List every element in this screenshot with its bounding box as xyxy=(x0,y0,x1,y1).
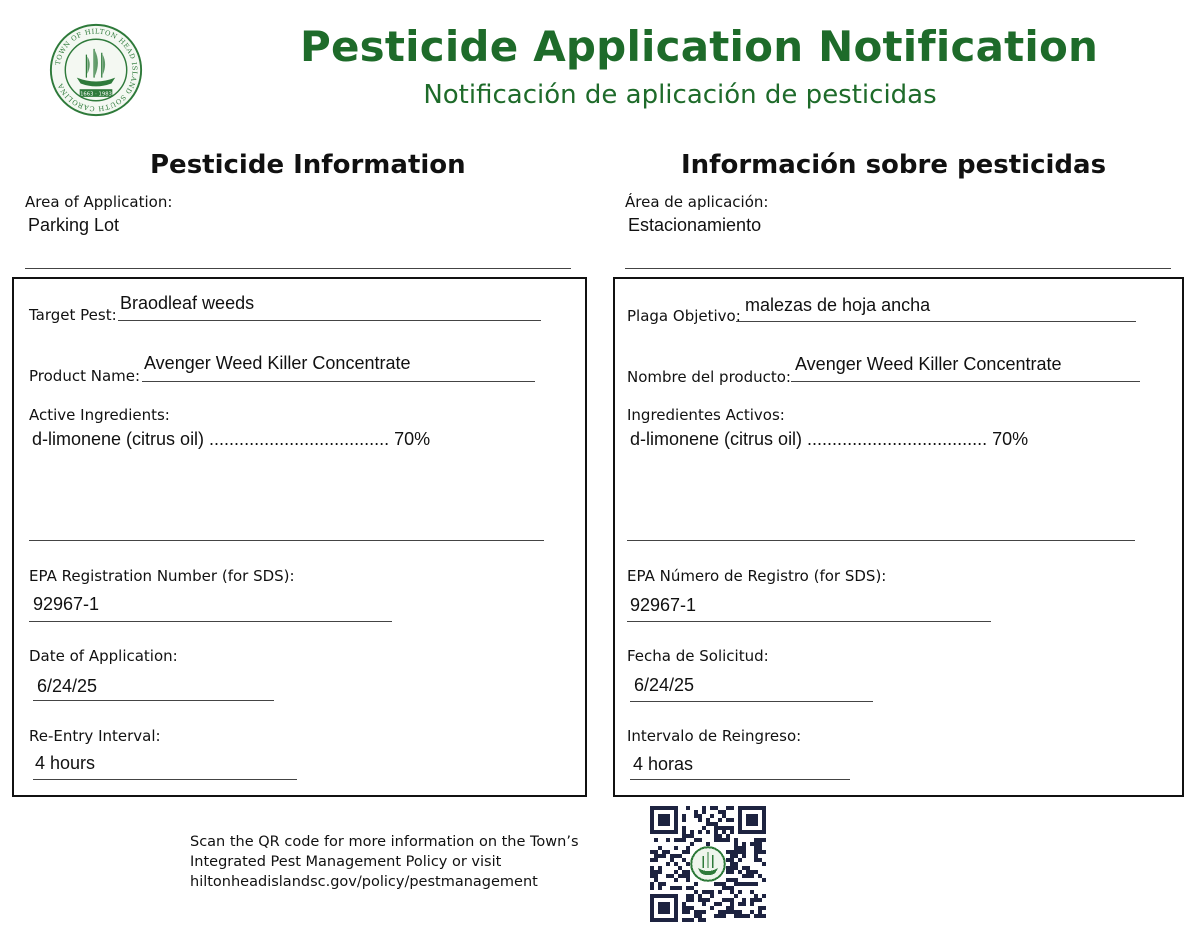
town-seal-logo xyxy=(48,22,144,118)
epa-label-en: EPA Registration Number (for SDS): xyxy=(29,567,295,585)
target-value-en: Braodleaf weeds xyxy=(120,293,255,313)
area-underline-es xyxy=(625,268,1171,269)
reentry-underline-es xyxy=(630,779,850,780)
target-value-es: malezas de hoja ancha xyxy=(745,295,931,315)
spanish-heading: Información sobre pesticidas xyxy=(681,150,1107,180)
footer-text xyxy=(190,832,610,892)
epa-value-es: 92967-1 xyxy=(630,595,697,615)
svg-text:TOWN OF HILTON HEAD ISLAND SOU: TOWN OF HILTON HEAD ISLAND SOUTH CAROLINA xyxy=(53,27,139,113)
svg-text:1663 · 1983: 1663 · 1983 xyxy=(80,91,112,98)
reentry-value-es: 4 horas xyxy=(633,754,694,774)
target-label-en: Target Pest: xyxy=(29,306,117,324)
product-value-en: Avenger Weed Killer Concentrate xyxy=(144,353,411,373)
area-underline-en xyxy=(25,268,571,269)
date-label-en: Date of Application: xyxy=(29,647,178,665)
footer-url[interactable]: hiltonheadislandsc.gov/policy/pestmanagement xyxy=(190,874,538,890)
reentry-value-en: 4 hours xyxy=(35,753,96,773)
target-label-es: Plaga Objetivo: xyxy=(627,307,741,325)
ingredients-value-en: d-limonene (citrus oil) .................................... 70% xyxy=(32,429,431,449)
date-label-es: Fecha de Solicitud: xyxy=(627,647,769,665)
product-underline-en xyxy=(142,381,535,382)
date-value-es: 6/24/25 xyxy=(634,675,695,695)
area-value-es: Estacionamiento xyxy=(628,215,762,235)
area-label-es: Área de aplicación: xyxy=(625,193,769,211)
ingredients-underline-en xyxy=(29,540,544,541)
date-underline-en xyxy=(33,700,274,701)
qr-code-icon[interactable] xyxy=(650,806,766,922)
ingredients-label-es: Ingredientes Activos: xyxy=(627,406,785,424)
target-underline-es xyxy=(736,321,1136,322)
epa-underline-es xyxy=(627,621,991,622)
product-underline-es xyxy=(791,381,1140,382)
ingredients-label-en: Active Ingredients: xyxy=(29,406,170,424)
area-value-en: Parking Lot xyxy=(28,215,120,235)
area-label-en: Area of Application: xyxy=(25,193,173,211)
reentry-label-es: Intervalo de Reingreso: xyxy=(627,727,802,745)
epa-value-en: 92967-1 xyxy=(33,594,100,614)
footer-line-2: Integrated Pest Management Policy or visit xyxy=(190,854,502,870)
page-title: Pesticide Application Notification xyxy=(300,22,1099,71)
ingredients-underline-es xyxy=(627,540,1135,541)
epa-label-es: EPA Número de Registro (for SDS): xyxy=(627,567,887,585)
target-underline-en xyxy=(118,320,541,321)
english-heading: Pesticide Information xyxy=(150,150,466,180)
date-value-en: 6/24/25 xyxy=(37,676,98,696)
ingredients-value-es: d-limonene (citrus oil) .................................... 70% xyxy=(630,429,1029,449)
footer-line-1: Scan the QR code for more information on the Town’s xyxy=(190,834,579,850)
product-label-es: Nombre del producto: xyxy=(627,368,791,386)
page-subtitle: Notificación de aplicación de pesticidas xyxy=(423,80,937,110)
date-underline-es xyxy=(630,701,873,702)
product-label-en: Product Name: xyxy=(29,367,141,385)
product-value-es: Avenger Weed Killer Concentrate xyxy=(795,354,1062,374)
epa-underline-en xyxy=(29,621,392,622)
reentry-label-en: Re-Entry Interval: xyxy=(29,727,161,745)
reentry-underline-en xyxy=(33,779,297,780)
